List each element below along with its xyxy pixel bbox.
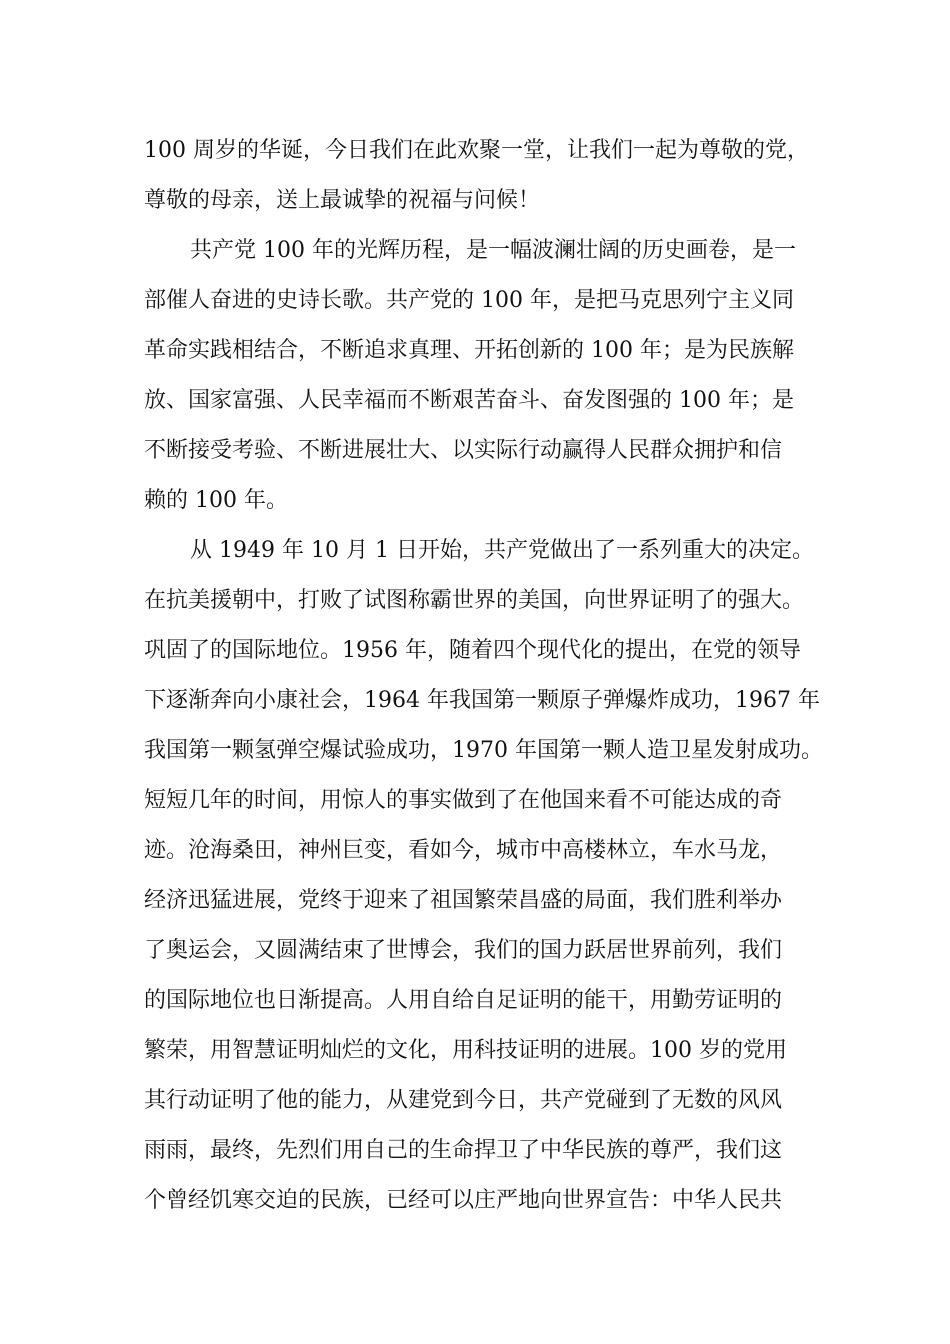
paragraph-3-line-10: 的国际地位也日渐提高。人用自给自足证明的能干，用勤劳证明的	[144, 988, 783, 1013]
paragraph-2-line-5: 不断接受考验、不断进展壮大、以实际行动赢得人民群众拥护和信	[144, 438, 783, 463]
paragraph-2-line-4: 放、国家富强、人民幸福而不断艰苦奋斗、奋发图强的 100 年；是	[144, 388, 794, 413]
paragraph-2-line-2: 部催人奋进的史诗长歌。共产党的 100 年，是把马克思列宁主义同	[144, 288, 794, 313]
paragraph-3-line-1: 从 1949 年 10 月 1 日开始，共产党做出了一系列重大的决定。	[190, 538, 814, 563]
paragraph-1-line-1: 100 周岁的华诞，今日我们在此欢聚一堂，让我们一起为尊敬的党，	[144, 138, 809, 163]
paragraph-1-line-2: 尊敬的母亲，送上最诚挚的祝福与问候！	[144, 188, 541, 213]
paragraph-2-line-3: 革命实践相结合，不断追求真理、开拓创新的 100 年；是为民族解	[144, 338, 794, 363]
paragraph-2-line-1: 共产党 100 年的光辉历程，是一幅波澜壮阔的历史画卷，是一	[190, 238, 796, 263]
paragraph-3-line-4: 下逐渐奔向小康社会，1964 年我国第一颗原子弹爆炸成功，1967 年	[144, 688, 820, 713]
paragraph-3-line-7: 迹。沧海桑田，神州巨变，看如今，城市中高楼林立，车水马龙，	[144, 838, 783, 863]
paragraph-3-line-12: 其行动证明了他的能力，从建党到今日，共产党碰到了无数的风风	[144, 1088, 783, 1113]
paragraph-3-line-8: 经济迅猛进展，党终于迎来了祖国繁荣昌盛的局面，我们胜利举办	[144, 888, 783, 913]
paragraph-3-line-2: 在抗美援朝中，打败了试图称霸世界的美国，向世界证明了的强大。	[144, 588, 805, 613]
paragraph-3-line-9: 了奥运会，又圆满结束了世博会，我们的国力跃居世界前列，我们	[144, 938, 783, 963]
paragraph-3-line-5: 我国第一颗氢弹空爆试验成功，1970 年国第一颗人造卫星发射成功。	[144, 738, 823, 763]
paragraph-3-line-3: 巩固了的国际地位。1956 年，随着四个现代化的提出，在党的领导	[144, 638, 801, 663]
paragraph-3-line-6: 短短几年的时间，用惊人的事实做到了在他国来看不可能达成的奇	[144, 788, 783, 813]
paragraph-3-line-13: 雨雨，最终，先烈们用自己的生命捍卫了中华民族的尊严，我们这	[144, 1138, 783, 1163]
paragraph-3-line-14: 个曾经饥寒交迫的民族，已经可以庄严地向世界宣告：中华人民共	[144, 1188, 783, 1213]
paragraph-3-line-11: 繁荣，用智慧证明灿烂的文化，用科技证明的进展。100 岁的党用	[144, 1038, 787, 1063]
paragraph-2-line-6: 赖的 100 年。	[144, 488, 288, 513]
